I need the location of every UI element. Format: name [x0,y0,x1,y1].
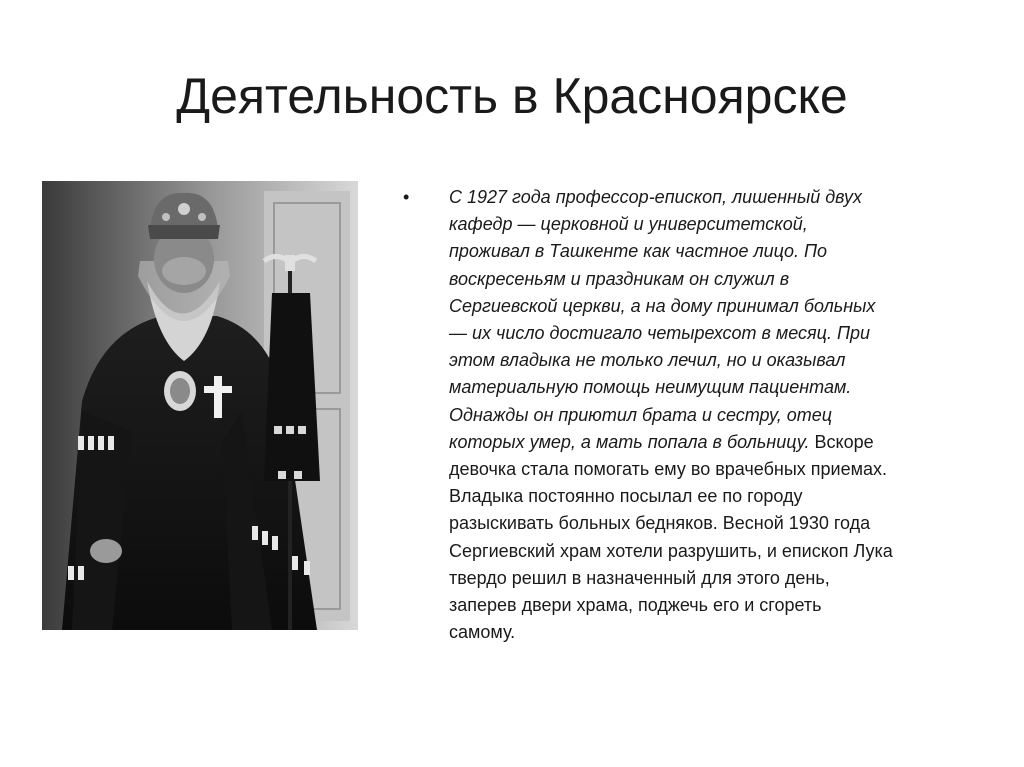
paragraph-line: заперев двери храма, поджечь его и сгореть [449,595,822,616]
bishop-portrait-photo [42,181,358,630]
paragraph-line-italic-part: которых умер, а мать попала в больницу. [449,431,810,452]
paragraph-line: Владыка постоянно посылал ее по городу [449,486,803,507]
paragraph-line: самому. [449,622,516,643]
paragraph-line: разыскивать больных бедняков. Весной 1930 года [449,513,871,534]
paragraph-line: девочка стала помогать ему во врачебных приемах. [449,459,888,480]
paragraph-line: воскресеньям и праздникам он служил в [449,268,790,289]
paragraph-line: Сергиевской церкви, а на дому принимал больных [449,295,876,316]
paragraph-line: материальную помощь неимущим пациентам. [449,377,852,398]
paragraph-line: твердо решил в назначенный для этого день, [449,567,830,588]
paragraph-line: Сергиевский храм хотели разрушить, и епископ Лука [449,540,893,561]
bullet-paragraph [449,184,973,646]
slide-title: Деятельность в Красноярске [176,68,848,124]
paragraph-line: Однажды он приютил брата и сестру, отец [449,404,833,425]
paragraph-line: кафедр — церковной и университетской, [449,214,808,235]
paragraph-line: С 1927 года профессор-епископ, лишенный двух [449,187,862,207]
bullet-marker: • [403,187,410,207]
paragraph-line: этом владыка не только лечил, но и оказывал [449,350,846,371]
paragraph-line: проживал в Ташкенте как частное лицо. По [449,241,828,262]
paragraph-line: — их число достигало четырехсот в месяц. При [449,323,871,344]
paragraph-line-mixed [449,429,973,456]
paragraph-line-regular-part: Вскоре [809,431,874,452]
